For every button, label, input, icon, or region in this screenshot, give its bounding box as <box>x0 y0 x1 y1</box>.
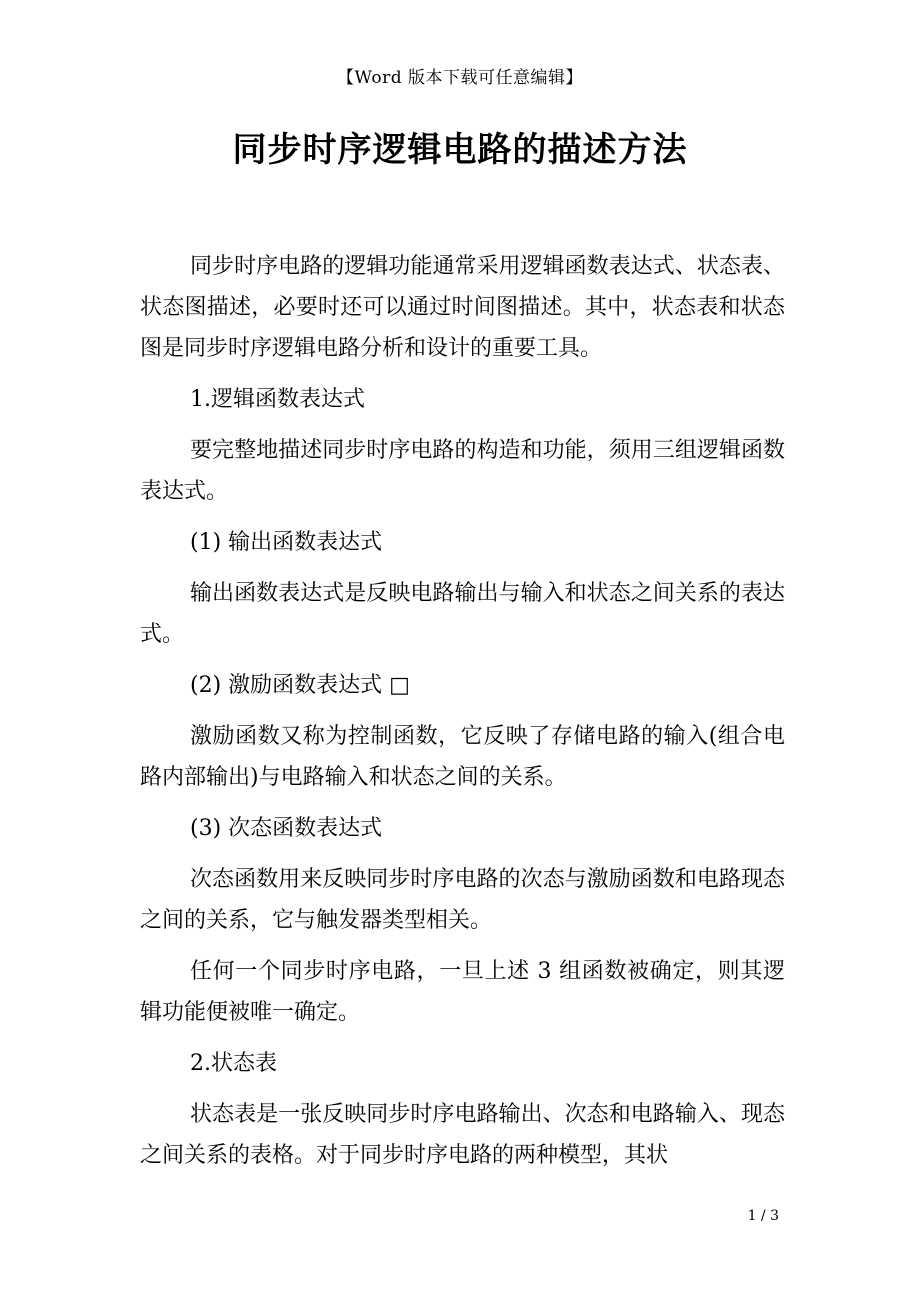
paragraph-excitation-function: 激励函数又称为控制函数，它反映了存储电路的输入(组合电路内部输出)与电路输入和状态之间的关系。 <box>140 724 785 790</box>
document-title: 同步时序逻辑电路的描述方法 <box>232 130 688 170</box>
paragraph-intro: 同步时序电路的逻辑功能通常采用逻辑函数表达式、状态表、状态图描述，必要时还可以通过时间图描述。其中，状态表和状态图是同步时序逻辑电路分析和设计的重要工具。 <box>140 254 785 361</box>
section-heading-state-table: 2.状态表 <box>190 1051 277 1076</box>
subheading-output-function: (1) 输出函数表达式 <box>190 530 383 555</box>
paragraph-next-state-function: 次态函数用来反映同步时序电路的次态与激励函数和电路现态之间的关系，它与触发器类型相关。 <box>140 867 785 933</box>
subheading-excitation-function: (2) 激励函数表达式 □ <box>190 673 410 698</box>
paragraph-output-function: 输出函数表达式是反映电路输出与输入和状态之间关系的表达式。 <box>140 581 785 647</box>
paragraph-logic-expressions: 要完整地描述同步时序电路的构造和功能，须用三组逻辑函数表达式。 <box>140 438 785 504</box>
paragraph-state-table: 状态表是一张反映同步时序电路输出、次态和电路输入、现态之间关系的表格。对于同步时序电路的两种模型，其状 <box>140 1102 785 1168</box>
page-number: 1 / 3 <box>747 1208 779 1224</box>
paragraph-summary: 任何一个同步时序电路，一旦上述 3 组函数被确定，则其逻辑功能便被唯一确定。 <box>140 959 785 1025</box>
section-heading-logic-expressions: 1.逻辑函数表达式 <box>190 387 365 412</box>
document-body <box>140 246 785 1186</box>
header-note: 【Word 版本下载可任意编辑】 <box>337 68 583 88</box>
subheading-next-state-function: (3) 次态函数表达式 <box>190 816 383 841</box>
